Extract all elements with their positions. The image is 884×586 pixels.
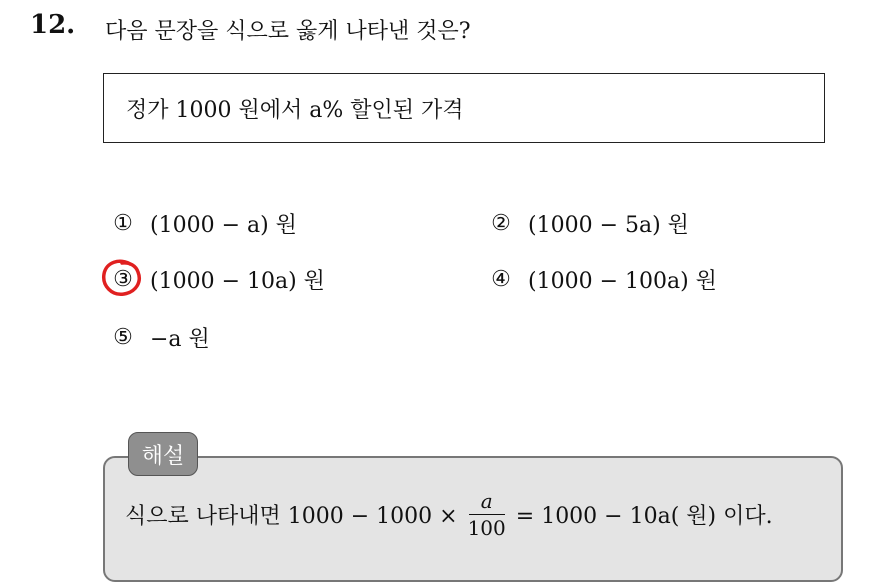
fraction-numerator: a [480, 489, 493, 513]
choice-4[interactable] [488, 264, 717, 295]
choice-1[interactable] [110, 208, 297, 239]
solution-label-tab [128, 432, 198, 476]
question-text: 다음 문장을 식으로 옳게 나타낸 것은? [105, 19, 471, 44]
choice-4-number: ④ [491, 267, 511, 292]
choice-5-text: −a 원 [150, 327, 210, 352]
solution-label: 해설 [141, 443, 185, 469]
solution-suffix: = 1000 − 10a( 원) 이다. [515, 504, 773, 529]
condition-box [103, 73, 825, 143]
choice-3-text: (1000 − 10a) 원 [150, 269, 325, 294]
fraction-bar [469, 514, 505, 515]
condition-text: 정가 1000 원에서 a% 할인된 가격 [126, 97, 464, 123]
choice-1-number: ① [113, 211, 133, 236]
choice-1-text: (1000 − a) 원 [150, 213, 297, 238]
choice-5-number: ⑤ [113, 325, 133, 350]
choice-2-number: ② [491, 211, 511, 236]
choice-3[interactable] [110, 264, 325, 295]
choice-4-text: (1000 − 100a) 원 [528, 269, 717, 294]
fraction-denominator: 100 [467, 516, 506, 540]
choice-2-text: (1000 − 5a) 원 [528, 213, 689, 238]
choice-3-number: ③ [113, 267, 133, 292]
fraction [468, 490, 506, 539]
choice-2[interactable] [488, 208, 689, 239]
choice-5[interactable] [110, 322, 210, 353]
solution-text [125, 490, 773, 539]
question-number: 12. [30, 10, 76, 40]
solution-prefix: 식으로 나타내면 1000 − 1000 × [125, 504, 458, 529]
